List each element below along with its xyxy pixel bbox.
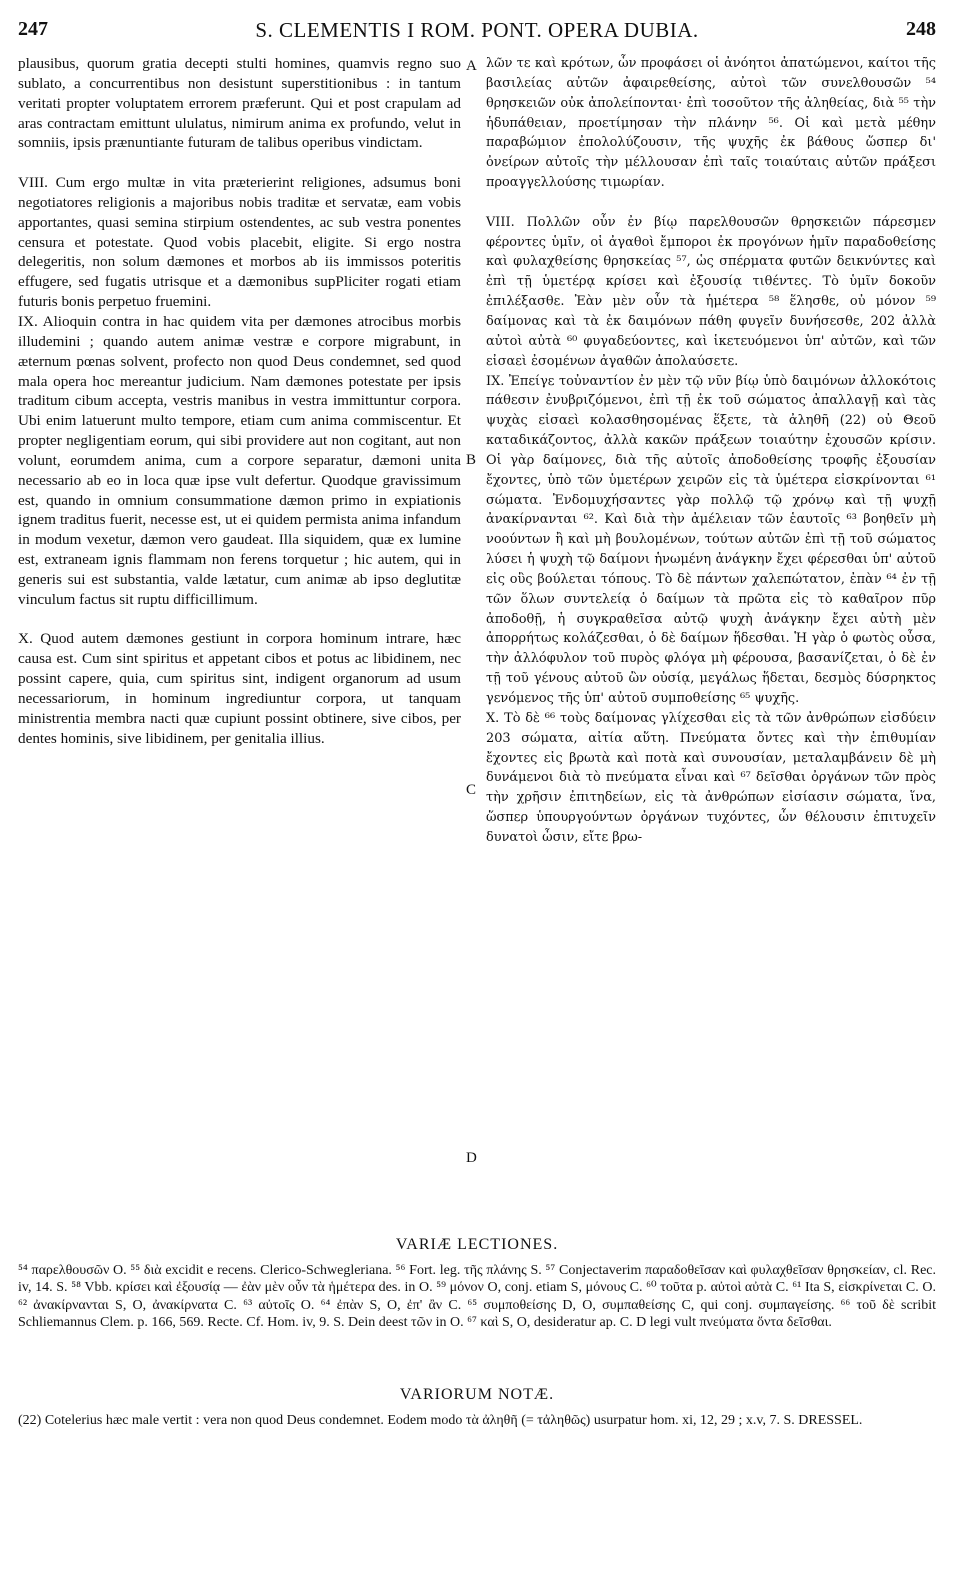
variorum-notae-text: (22) Cotelerius hæc male vertit : vera non quod Deus condemnet. Eodem modo τὰ ἀληθῆ (= τἀληθῶς) usurpatur hom. xi, 12, 29 ; x.v, 7. S. DRESSEL. [18,1413,863,1428]
greek-paragraph-x: X. Τὸ δὲ ⁶⁶ τοὺς δαίμονας γλίχεσθαι εἰς τὰ τῶν ἀνθρώπων εἰσδύειν 203 σώματα, αἰτία αὕτη. Πνεύματα ὄντες καὶ τὴν ἐπιθυμίαν ἔχοντες εἰς βρωτὰ καὶ ποτὰ καὶ συνουσίαν, μεταλαμβάνειν δὲ μὴ δυνάμενοι διὰ τὸ πνεύματα εἶναι καὶ ⁶⁷ δεῖσθαι ὀργάνων τῶν πρὸς τὴν χρῆσιν ἐπιτηδείων, εἰς τὰ ἀνθρώπων εἰσίασιν σώματα, ἵνα, ὥσπερ ὑπουργούντων ὀργάνων τυχόντες, ὧν θέλουσιν ἐπιτυχεῖν δυνατοὶ ὦσιν, εἴτε βρω- [486,710,936,845]
greek-paragraph-ix: IX. Ἐπείγε τοὐναντίον ἐν μὲν τῷ νῦν βίῳ ὑπὸ δαιμόνων ἀλλοκότοις πάθεσιν ἐνυβριζόμενοι, ἐπὶ τῇ ἐκ τοῦ σώματος ἀπαλλαγῇ καὶ τὰς ψυχὰς εἰσαεὶ κολασθησομένας ἕξετε, τὰ ἀληθῆ (22) οὐ Θεοῦ καταδικάζοντος, ἀλλὰ κακῶν πράξεων τοιαύτην ἐχουσῶν κρίσιν. Οἱ γὰρ δαίμονες, διὰ τῆς αὐτοῖς ἀποδοθείσης τροφῆς ἐξουσίαν ἔχοντες, ὑπὸ τῶν ὑμετέρων χειρῶν εἰς τὰ ὑμέτερα εἰσκρίνονται ⁶¹ σώματα. Ἐνδομυχήσαντες γὰρ πολλῷ τῷ χρόνῳ καὶ τῇ ψυχῇ ἀνακίρνανται ⁶². Καὶ διὰ τὴν ἀμέλειαν τῶν ἑαυτοῖς ⁶³ βοηθεῖν μὴ νοούντων ἢ καὶ μὴ βουλομένων, τούτων αὐτῶν ἐπὶ τῇ τοῦ σώματος λύσει ἡ ψυχὴ τῷ δαίμονι ἡνωμένη ἀνάγκην ἔχει φέρεσθαι ὑπ' αὐτοῦ εἰς οὓς βούλεται τόπους. Τὸ δὲ πάντων χαλεπώτατον, ἐπὰν ⁶⁴ ἐν τῇ τῶν ὅλων συντελείᾳ ὁ δαίμων τὰ πρῶτα εἰς τὸ καθαῖρον πῦρ ἀποδοθῇ, ἡ συγκραθεῖσα αὐτῷ ψυχὴ ἀνάγκην ἔχει αὐτὴ μὲν ἀπορρήτως κολάζεσθαι, ὁ δὲ δαίμων ἥδεσθαι. Ἡ γὰρ ὁ φωτὸς οὖσα, τὴν ἀλλόφυλον τοῦ πυρὸς φλόγα μὴ φέρουσα, βασανίζεται, ὁ δὲ ἐν τῇ τοῦ γένους αὐτοῦ ὢν οὐσίᾳ, μεγάλως ἥδεται, δεσμὸς δύσρηκτος γενόμενος τῆς ὑπ' αὐτοῦ συμποθείσης ⁶⁵ ψυχῆς. [486,373,936,706]
section-marker-a: A [466,58,477,74]
page-number-left: 247 [18,18,48,40]
latin-paragraph-x: X. Quod autem dæmones gestiunt in corpora hominum intrare, hæc causa est. Cum sint spiritus et appetant cibos et potus ac libidinem, nec possint capere, quia, cum spiritus sint, indigent organorum ad usum necessariorum, in hominum ingrediuntur corpora, ut tanquam ministrentia membra nacti quæ cupiunt possint obtinere, sive cibos, per dentes hominis, sive libidinem, per genitalia illius. [18,630,461,747]
page-header [18,18,936,48]
latin-paragraph-viii: VIII. Cum ergo multæ in vita præterierint religiones, adsumus boni negotiatores religionis a majoribus nobis traditæ et servatæ, eam vobis apportantes, quasi semina stirpium ostendentes, ac sub vestra ponentes censura et potestate. Quod vobis placebit, eligite. Si ergo nostra delegeritis, non solum dæmones et morbos ab iis immissos poteritis effugere, sed fugatis utrisque et a dæmonibus supPliciter rogati etiam futuris bonis perpetuo fruemini. [18,174,461,311]
latin-paragraph-intro: plausibus, quorum gratia decepti stulti homines, quamvis regno suo sublato, a concurrentibus non desistunt superstitionibus : in tantum veritati propter voluptatem errorem præferunt. Qui et post crapulam ad aras contractam emittunt ululatus, nimirum anima ex profundo, velut in somniis, ipsis prænuntiante futuram de talibus operibus vindictam. [18,55,461,152]
greek-paragraph-intro: λῶν τε καὶ κρότων, ὧν προφάσει οἱ ἀνόητοι ἀπατώμενοι, καίτοι τῆς βασιλείας αὐτῶν ἀφαιρεθείσης, αὐτοὶ τῶν συνελθουσῶν ⁵⁴ θρησκειῶν οὐκ ἀπολείπονται· ἐπὶ τοσοῦτον τῆς ἀληθείας, διὰ ⁵⁵ τὴν ἡδυπάθειαν, προετίμησαν τὴν πλάνην ⁵⁶. Οἱ καὶ μετὰ μέθην παραβώμιον ἐπολολύζουσιν, τῆς ψυχῆς ἐκ βάθους ὥσπερ δι' ὀνείρων αὐτοῖς τὴν μέλλουσαν ἐπὶ ταῖς τοιαύταις αὐτῶν πράξεσι προαγγελλούσης τιμωρίαν. [486,56,936,191]
section-marker-c: C [466,782,477,798]
section-marker-d: D [466,1150,477,1166]
variae-lectiones-text: ⁵⁴ παρελθουσῶν O. ⁵⁵ διὰ excidit e recens. Clerico-Schwegleriana. ⁵⁶ Fort. leg. τῆς πλάνης S. ⁵⁷ Conjectaverim παραδοθεῖσαν καὶ φυλαχθεῖσαν θρησκείαν, cl. Rec. iv, 14. S. ⁵⁸ Vbb. κρίσει καὶ ἐξουσίᾳ — ἐὰν μὲν οὖν τὰ ἡμέτερα des. in O. ⁵⁹ μόνον O, conj. etiam S, μόνους C. ⁶⁰ τοῦτα p. αὐτοὶ αὐτὰ C. ⁶¹ Ita S, εἰσκρίνεται C. O. ⁶² ἀνακίρνανται S, O, ἀνακίρνατα C. ⁶³ αὐτοῖς O. ⁶⁴ ἐπὰν S, O, ἐπ' ἂν C. ⁶⁵ συμποθείσης D, O, συμπαθείσης C, qui conj. συμπαγείσης. ⁶⁶ τοῦ δὲ scribit Schliemannus Clem. p. 166, 569. Recte. Cf. Hom. iv, 9. S. Dein deest τῶν in O. ⁶⁷ καὶ S, O, desideratur ap. C. D legi vult πνεύματα ὄντα δεῖσθαι. [18,1263,936,1330]
latin-column [18,54,461,749]
variae-lectiones [18,1262,936,1331]
page-number-right: 248 [906,18,936,40]
variorum-notae [18,1412,936,1429]
latin-paragraph-ix: IX. Alioquin contra in hac quidem vita per dæmones atrocibus morbis illudemini ; quando autem animæ vestræ e corpore migrabunt, in æternum pœnas solvent, profecto non quod Deus condemnet, sed quod mala opera hoc mereantur judicium. Nam dæmones potestate per ipsis traditum cibum accepta, vestris manibus in vestra immittuntur corpora. Ubi enim latuerunt multo tempore, etiam cum anima commiscentur. Et propter negligentiam eorum, qui sibi providere aut non cogitant, aut non volunt, eorumdem anima, cum a corpore separatur, dæmoni unita necessario ab eo in loca quæ ipse vult defertur. Quodque gravissimum est, quando in omnium consummatione dæmon primo in expiationis ignem traditus fuerit, necesse est, ut ei quidem permista anima infandum in modum vexetur, dæmon vero gaudeat. Illa siquidem, quæ ex lumine est, extraneam ignis flammam non ferens torquetur ; hic autem, qui in generis sui est substantia, valde lætatur, cum animæ ab ipso deglutitæ vinculum factus sit ruptu difficillimum. [18,312,461,608]
variorum-notae-heading: VARIORUM NOTÆ. [399,1386,555,1403]
greek-column [486,54,936,848]
variae-lectiones-heading: VARIÆ LECTIONES. [395,1236,559,1253]
greek-paragraph-viii: VIII. Πολλῶν οὖν ἐν βίῳ παρελθουσῶν θρησκειῶν πάρεσμεν φέροντες ὑμῖν, οἱ ἀγαθοὶ ἔμποροι ἐκ προγόνων ἡμῖν παραδοθείσης καὶ φυλαχθείσης θρησκείας ⁵⁷, ὡς σπέρματα φυτῶν δεικνύντες καὶ ἐπὶ τῇ ὑμετέρᾳ κρίσει καὶ ἐξουσίᾳ τιθέντες. Τὸ ὑμῖν δοκοῦν ἐπιλέξασθε. Ἐὰν μὲν οὖν τὰ ἡμέτερα ⁵⁸ ἕλησθε, οὐ μόνον ⁵⁹ δαίμονας καὶ τὰ ἐκ δαιμόνων πάθη φυγεῖν δυνήσεσθε, 202 ἀλλὰ αὐτοὶ αὐτὰ ⁶⁰ φυγαδεύοντες, καὶ ἱκετευόμενοι ὑπ' αὐτῶν, καὶ τῶν εἰσαεὶ ἐσομένων ἀγαθῶν ἀπολαύσετε. [486,214,936,369]
running-title: S. CLEMENTIS I ROM. PONT. OPERA DUBIA. [255,18,699,42]
section-marker-b: B [466,452,477,468]
